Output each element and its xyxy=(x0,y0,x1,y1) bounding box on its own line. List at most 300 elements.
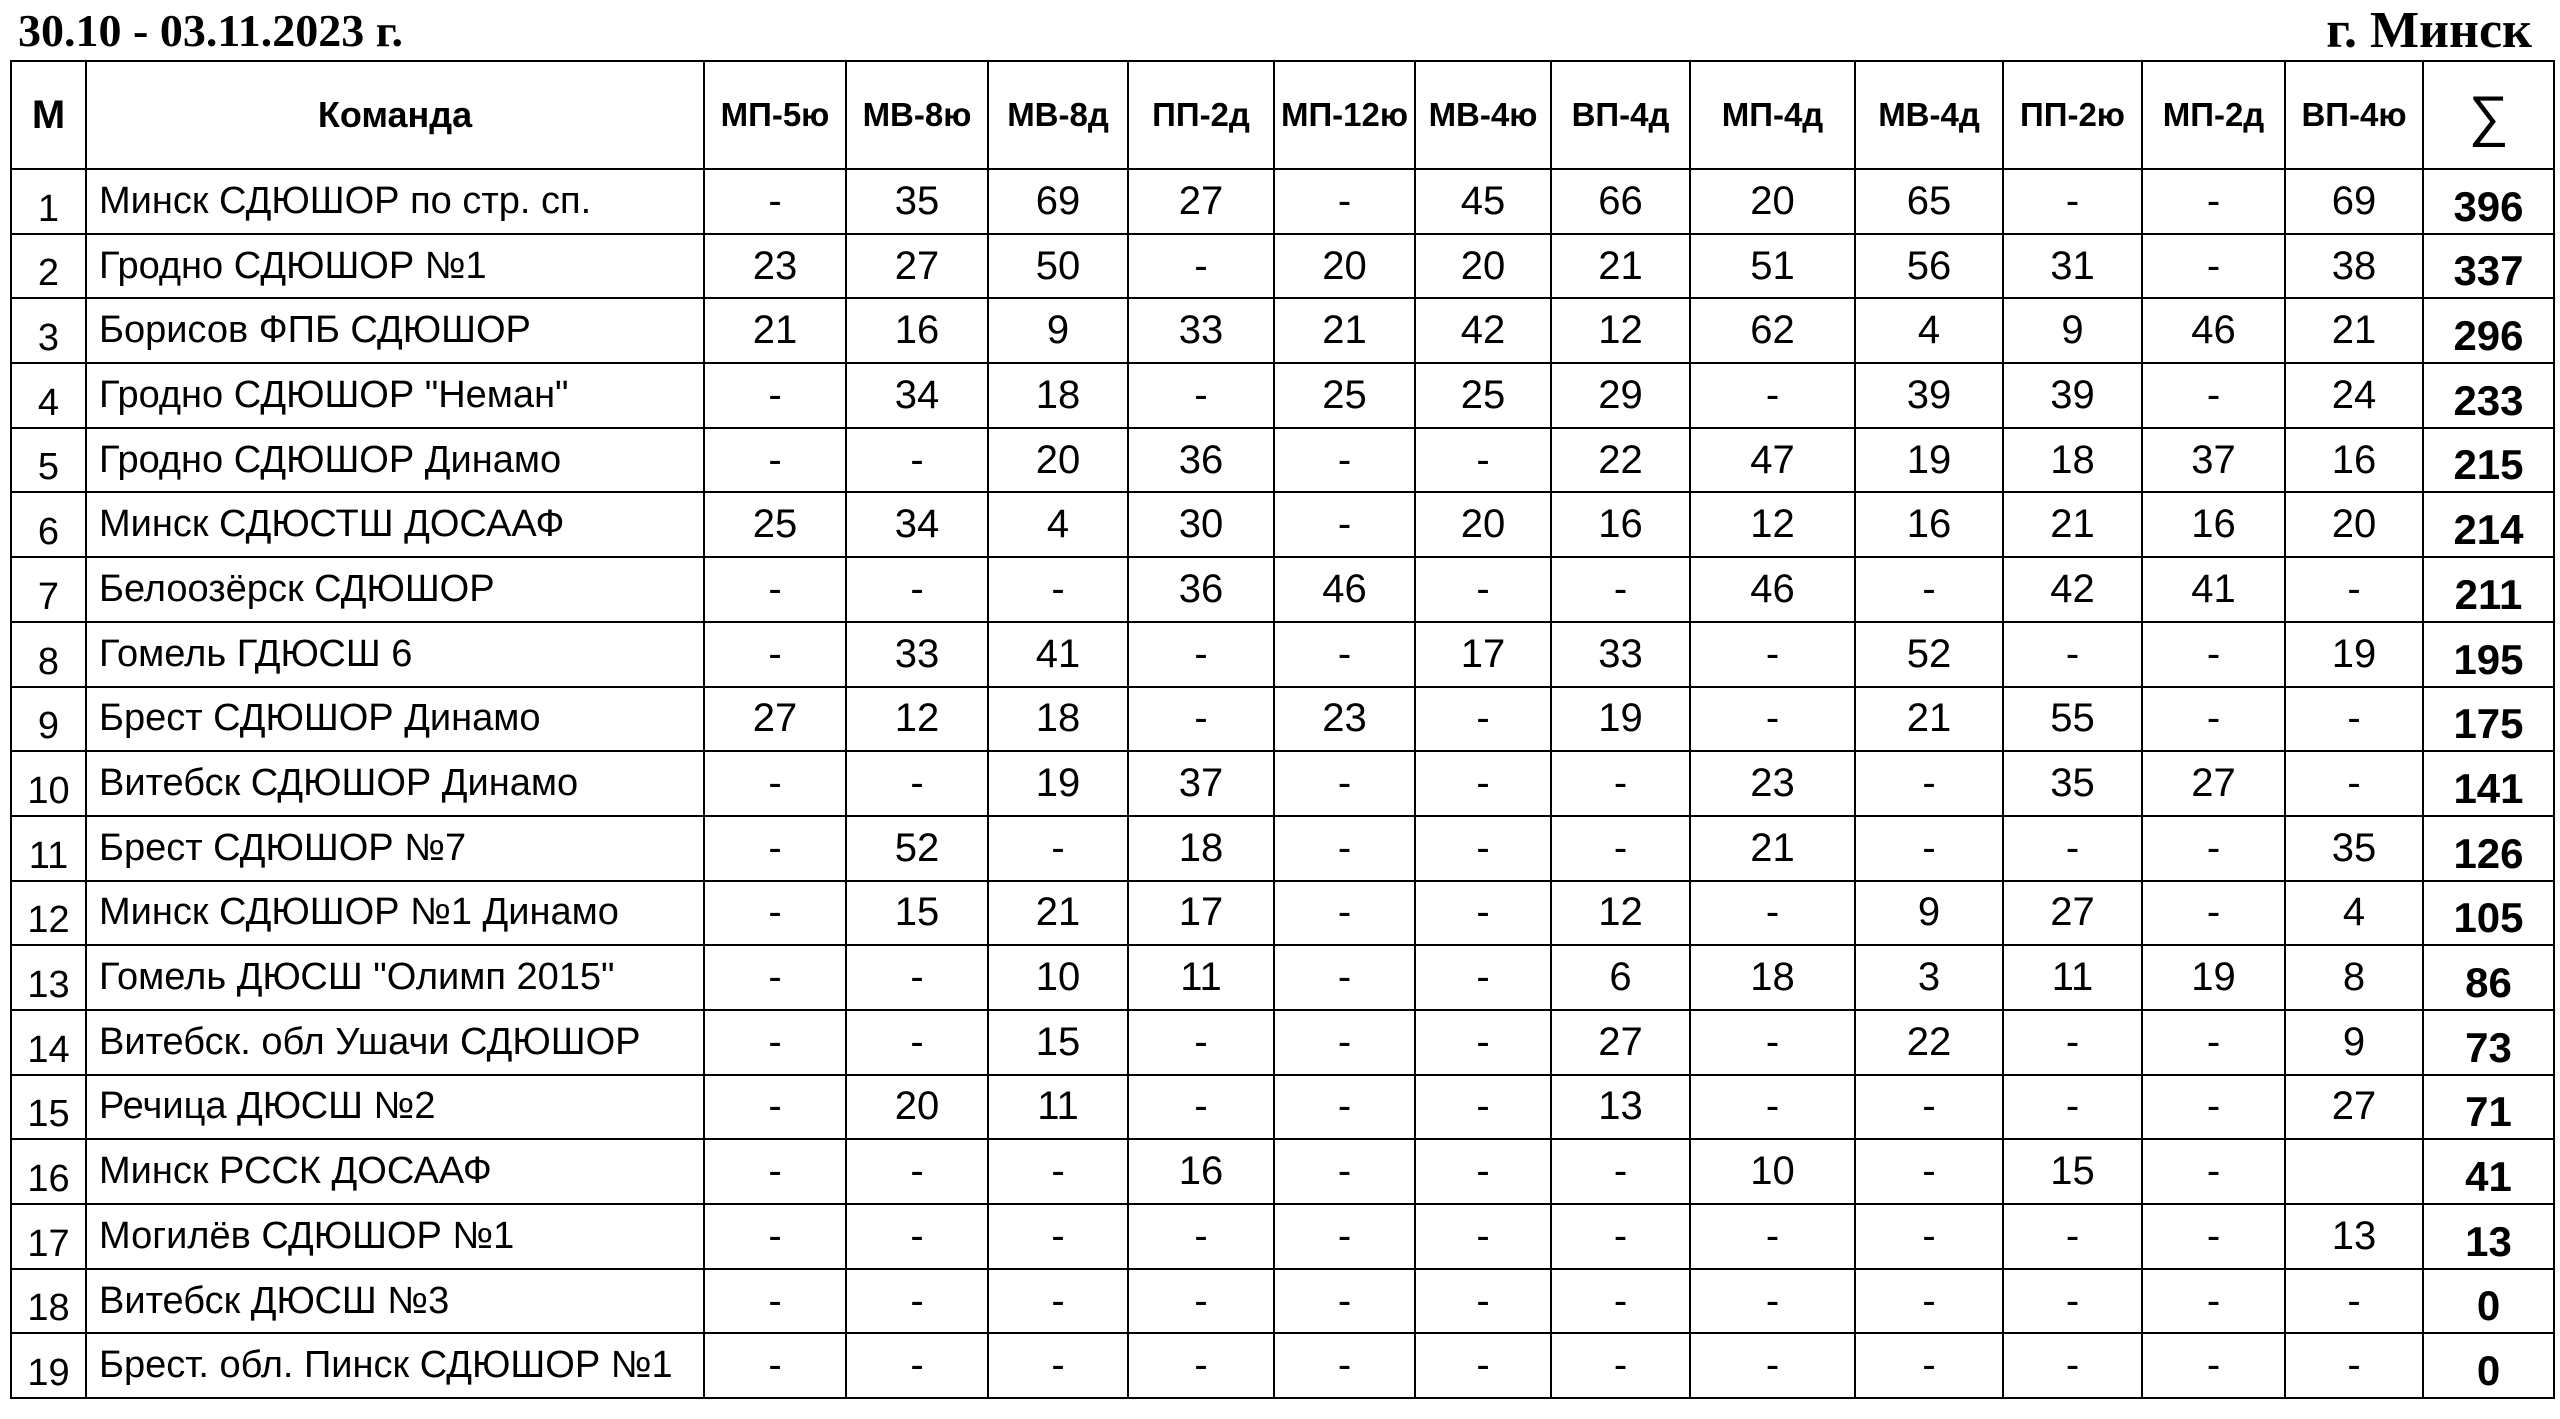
score-cell-mv-4yu: - xyxy=(1415,1010,1551,1075)
score-cell-pp-2d: 27 xyxy=(1128,169,1274,234)
score-cell-mp-4d: 23 xyxy=(1690,751,1855,816)
score-cell-vp-4yu: 38 xyxy=(2285,234,2423,299)
score-cell-mv-4d: - xyxy=(1855,557,2003,622)
score-cell-vp-4yu: 9 xyxy=(2285,1010,2423,1075)
table-row xyxy=(11,234,2554,299)
score-cell-pp-2d: - xyxy=(1128,622,1274,687)
team-name-cell: Речица ДЮСШ №2 xyxy=(86,1075,704,1140)
score-cell-pp-2yu: - xyxy=(2003,1204,2142,1269)
score-cell-pp-2d: 11 xyxy=(1128,945,1274,1010)
score-cell-mp-12yu: - xyxy=(1274,751,1415,816)
score-cell-mv-4yu: - xyxy=(1415,751,1551,816)
score-cell-mp-12yu: - xyxy=(1274,428,1415,493)
score-cell-mp-2d: - xyxy=(2142,234,2285,299)
score-cell-mp-2d: - xyxy=(2142,687,2285,752)
team-name-cell: Гомель ГДЮСШ 6 xyxy=(86,622,704,687)
score-cell-pp-2d: 36 xyxy=(1128,428,1274,493)
score-cell-vp-4d: - xyxy=(1551,751,1690,816)
score-cell-mv-4d: 65 xyxy=(1855,169,2003,234)
team-name-cell: Белоозёрск СДЮШОР xyxy=(86,557,704,622)
score-cell-mv-4d: - xyxy=(1855,1075,2003,1140)
place-cell: 4 xyxy=(11,363,86,428)
score-cell-mv-4d: 9 xyxy=(1855,881,2003,946)
total-points-cell: 86 xyxy=(2423,945,2554,1010)
score-cell-mp-4d: - xyxy=(1690,1269,1855,1334)
score-cell-vp-4yu: 16 xyxy=(2285,428,2423,493)
score-cell-mp-5yu: 21 xyxy=(704,298,846,363)
score-cell-mv-4d: 3 xyxy=(1855,945,2003,1010)
total-points-cell: 195 xyxy=(2423,622,2554,687)
score-cell-mp-5yu: - xyxy=(704,751,846,816)
score-cell-mp-5yu: - xyxy=(704,1075,846,1140)
score-cell-mv-8d: 19 xyxy=(988,751,1128,816)
score-cell-mp-2d: - xyxy=(2142,1075,2285,1140)
column-header-mp-2d: МП-2д xyxy=(2142,61,2285,169)
score-cell-vp-4yu: 24 xyxy=(2285,363,2423,428)
score-cell-mv-8yu: 15 xyxy=(846,881,988,946)
total-points-cell: 175 xyxy=(2423,687,2554,752)
score-cell-mp-5yu: - xyxy=(704,816,846,881)
score-cell-mv-8yu: - xyxy=(846,1010,988,1075)
column-header-mv-4d: МВ-4д xyxy=(1855,61,2003,169)
score-cell-mv-4d: 21 xyxy=(1855,687,2003,752)
score-cell-mv-8yu: - xyxy=(846,1139,988,1204)
score-cell-mp-2d: 37 xyxy=(2142,428,2285,493)
competition-dates: 30.10 - 03.11.2023 г. xyxy=(18,5,403,56)
score-cell-mv-8d: 41 xyxy=(988,622,1128,687)
team-name-cell: Витебск ДЮСШ №3 xyxy=(86,1269,704,1334)
score-cell-mp-5yu: - xyxy=(704,428,846,493)
score-cell-mv-8d: 18 xyxy=(988,687,1128,752)
place-cell: 5 xyxy=(11,428,86,493)
score-cell-mp-5yu: - xyxy=(704,945,846,1010)
score-cell-mp-12yu: 46 xyxy=(1274,557,1415,622)
table-row xyxy=(11,816,2554,881)
score-cell-vp-4yu: - xyxy=(2285,1269,2423,1334)
score-cell-mv-4d: - xyxy=(1855,1204,2003,1269)
score-cell-pp-2d: - xyxy=(1128,687,1274,752)
score-cell-mp-4d: 10 xyxy=(1690,1139,1855,1204)
score-cell-mp-4d: - xyxy=(1690,1010,1855,1075)
score-cell-vp-4yu: - xyxy=(2285,1333,2423,1398)
team-name-cell: Борисов ФПБ СДЮШОР xyxy=(86,298,704,363)
score-cell-mp-4d: - xyxy=(1690,687,1855,752)
total-points-cell: 396 xyxy=(2423,169,2554,234)
score-cell-mp-5yu: - xyxy=(704,1269,846,1334)
table-row xyxy=(11,1333,2554,1398)
score-cell-mp-12yu: - xyxy=(1274,169,1415,234)
column-header-mp-12yu: МП-12ю xyxy=(1274,61,1415,169)
score-cell-vp-4yu: 4 xyxy=(2285,881,2423,946)
score-cell-mp-5yu: - xyxy=(704,557,846,622)
score-cell-mv-8d: 18 xyxy=(988,363,1128,428)
column-header-pp-2d: ПП-2д xyxy=(1128,61,1274,169)
score-cell-mv-4yu: - xyxy=(1415,945,1551,1010)
score-cell-vp-4d: - xyxy=(1551,1333,1690,1398)
table-row xyxy=(11,298,2554,363)
total-points-cell: 13 xyxy=(2423,1204,2554,1269)
score-cell-mp-12yu: 23 xyxy=(1274,687,1415,752)
score-cell-mv-4d: 22 xyxy=(1855,1010,2003,1075)
score-cell-mv-8d: - xyxy=(988,1204,1128,1269)
score-cell-mv-8yu: - xyxy=(846,1333,988,1398)
score-cell-mv-4yu: 25 xyxy=(1415,363,1551,428)
score-cell-mp-12yu: - xyxy=(1274,816,1415,881)
score-cell-pp-2yu: 18 xyxy=(2003,428,2142,493)
total-points-cell: 214 xyxy=(2423,492,2554,557)
score-cell-mp-12yu: 25 xyxy=(1274,363,1415,428)
score-cell-mv-4yu: - xyxy=(1415,881,1551,946)
place-cell: 16 xyxy=(11,1139,86,1204)
score-cell-mp-5yu: - xyxy=(704,1333,846,1398)
score-cell-pp-2yu: 11 xyxy=(2003,945,2142,1010)
team-name-cell: Гродно СДЮШОР Динамо xyxy=(86,428,704,493)
score-cell-pp-2d: 33 xyxy=(1128,298,1274,363)
score-cell-mv-8yu: 33 xyxy=(846,622,988,687)
total-points-cell: 71 xyxy=(2423,1075,2554,1140)
score-cell-mv-8yu: 27 xyxy=(846,234,988,299)
score-cell-pp-2d: - xyxy=(1128,234,1274,299)
score-cell-vp-4d: 27 xyxy=(1551,1010,1690,1075)
score-cell-pp-2d: 16 xyxy=(1128,1139,1274,1204)
score-cell-vp-4d: 12 xyxy=(1551,881,1690,946)
score-cell-mp-5yu: - xyxy=(704,622,846,687)
score-cell-vp-4yu: - xyxy=(2285,751,2423,816)
score-cell-mp-2d: - xyxy=(2142,1139,2285,1204)
place-cell: 17 xyxy=(11,1204,86,1269)
score-cell-mp-4d: 21 xyxy=(1690,816,1855,881)
score-cell-mp-2d: 46 xyxy=(2142,298,2285,363)
team-name-cell: Витебск СДЮШОР Динамо xyxy=(86,751,704,816)
score-cell-vp-4yu: - xyxy=(2285,687,2423,752)
total-points-cell: 337 xyxy=(2423,234,2554,299)
table-row xyxy=(11,169,2554,234)
competition-city: г. Минск xyxy=(2326,2,2532,59)
place-cell: 19 xyxy=(11,1333,86,1398)
score-cell-mp-2d: - xyxy=(2142,1269,2285,1334)
score-cell-mp-4d: 47 xyxy=(1690,428,1855,493)
score-cell-vp-4yu: 69 xyxy=(2285,169,2423,234)
score-cell-pp-2yu: 27 xyxy=(2003,881,2142,946)
place-cell: 9 xyxy=(11,687,86,752)
score-cell-mv-4yu: - xyxy=(1415,1333,1551,1398)
score-cell-vp-4d: 6 xyxy=(1551,945,1690,1010)
score-cell-vp-4yu: 27 xyxy=(2285,1075,2423,1140)
score-cell-mp-4d: 46 xyxy=(1690,557,1855,622)
total-points-cell: 73 xyxy=(2423,1010,2554,1075)
team-name-cell: Могилёв СДЮШОР №1 xyxy=(86,1204,704,1269)
column-header-mp-5yu: МП-5ю xyxy=(704,61,846,169)
score-cell-mp-2d: - xyxy=(2142,816,2285,881)
score-cell-mv-4d: 19 xyxy=(1855,428,2003,493)
table-row xyxy=(11,945,2554,1010)
score-cell-mv-8yu: 35 xyxy=(846,169,988,234)
score-cell-mv-4d: - xyxy=(1855,1139,2003,1204)
score-cell-pp-2yu: 21 xyxy=(2003,492,2142,557)
score-cell-vp-4yu: 21 xyxy=(2285,298,2423,363)
place-cell: 8 xyxy=(11,622,86,687)
score-cell-mv-8d: 11 xyxy=(988,1075,1128,1140)
score-cell-pp-2d: 36 xyxy=(1128,557,1274,622)
score-cell-pp-2d: 37 xyxy=(1128,751,1274,816)
table-row xyxy=(11,1204,2554,1269)
score-cell-mv-4yu: - xyxy=(1415,1269,1551,1334)
score-cell-mp-2d: - xyxy=(2142,622,2285,687)
total-points-cell: 41 xyxy=(2423,1139,2554,1204)
score-cell-vp-4yu: 19 xyxy=(2285,622,2423,687)
score-cell-mp-12yu: 20 xyxy=(1274,234,1415,299)
table-row xyxy=(11,363,2554,428)
place-cell: 10 xyxy=(11,751,86,816)
score-cell-mp-12yu: - xyxy=(1274,1139,1415,1204)
score-cell-vp-4d: 12 xyxy=(1551,298,1690,363)
score-cell-mp-4d: - xyxy=(1690,1204,1855,1269)
place-cell: 6 xyxy=(11,492,86,557)
score-cell-pp-2yu: - xyxy=(2003,169,2142,234)
score-cell-pp-2yu: - xyxy=(2003,622,2142,687)
score-cell-mv-8d: 9 xyxy=(988,298,1128,363)
score-cell-mp-2d: 16 xyxy=(2142,492,2285,557)
total-points-cell: 233 xyxy=(2423,363,2554,428)
score-cell-mv-4yu: 20 xyxy=(1415,492,1551,557)
score-cell-mv-8d: 4 xyxy=(988,492,1128,557)
score-cell-vp-4d: - xyxy=(1551,1204,1690,1269)
total-points-cell: 0 xyxy=(2423,1269,2554,1334)
score-cell-mv-4yu: 20 xyxy=(1415,234,1551,299)
team-name-cell: Витебск. обл Ушачи СДЮШОР xyxy=(86,1010,704,1075)
score-cell-mp-2d: - xyxy=(2142,1010,2285,1075)
table-row xyxy=(11,687,2554,752)
score-cell-vp-4yu: 35 xyxy=(2285,816,2423,881)
score-cell-mv-4yu: - xyxy=(1415,1075,1551,1140)
score-cell-mp-12yu: - xyxy=(1274,881,1415,946)
score-cell-mp-5yu: 25 xyxy=(704,492,846,557)
score-cell-pp-2yu: - xyxy=(2003,1333,2142,1398)
score-cell-pp-2d: 18 xyxy=(1128,816,1274,881)
place-cell: 14 xyxy=(11,1010,86,1075)
score-cell-vp-4d: - xyxy=(1551,1269,1690,1334)
table-row xyxy=(11,1075,2554,1140)
score-cell-mp-4d: - xyxy=(1690,1075,1855,1140)
score-cell-pp-2yu: 35 xyxy=(2003,751,2142,816)
score-cell-mv-8d: - xyxy=(988,1269,1128,1334)
score-cell-mv-4yu: - xyxy=(1415,557,1551,622)
score-cell-vp-4d: 13 xyxy=(1551,1075,1690,1140)
score-cell-mv-4yu: 45 xyxy=(1415,169,1551,234)
score-cell-pp-2yu: 39 xyxy=(2003,363,2142,428)
score-cell-mp-2d: 19 xyxy=(2142,945,2285,1010)
score-cell-mp-2d: - xyxy=(2142,1204,2285,1269)
score-cell-mv-8d: 10 xyxy=(988,945,1128,1010)
score-cell-mp-2d: 41 xyxy=(2142,557,2285,622)
score-cell-mv-8d: 69 xyxy=(988,169,1128,234)
score-cell-mp-5yu: 27 xyxy=(704,687,846,752)
score-cell-mv-8d: - xyxy=(988,816,1128,881)
score-cell-mv-8yu: 12 xyxy=(846,687,988,752)
score-cell-mp-5yu: - xyxy=(704,363,846,428)
score-cell-mp-2d: 27 xyxy=(2142,751,2285,816)
score-cell-mv-8yu: - xyxy=(846,751,988,816)
score-cell-mv-8yu: - xyxy=(846,428,988,493)
column-header-place: М xyxy=(11,61,86,169)
score-cell-mv-4d: 39 xyxy=(1855,363,2003,428)
place-cell: 13 xyxy=(11,945,86,1010)
table-row xyxy=(11,881,2554,946)
score-cell-vp-4d: - xyxy=(1551,1139,1690,1204)
table-row xyxy=(11,1139,2554,1204)
score-cell-mp-4d: - xyxy=(1690,1333,1855,1398)
column-header-mv-8yu: МВ-8ю xyxy=(846,61,988,169)
score-cell-mp-12yu: - xyxy=(1274,1269,1415,1334)
column-header-mp-4d: МП-4д xyxy=(1690,61,1855,169)
score-cell-pp-2yu: 9 xyxy=(2003,298,2142,363)
results-table-header xyxy=(11,61,2554,169)
column-header-vp-4d: ВП-4д xyxy=(1551,61,1690,169)
table-row xyxy=(11,622,2554,687)
score-cell-mv-4yu: - xyxy=(1415,687,1551,752)
score-cell-mp-4d: - xyxy=(1690,881,1855,946)
table-row xyxy=(11,1010,2554,1075)
place-cell: 15 xyxy=(11,1075,86,1140)
score-cell-mv-8yu: 52 xyxy=(846,816,988,881)
total-points-cell: 141 xyxy=(2423,751,2554,816)
team-name-cell: Минск РССК ДОСААФ xyxy=(86,1139,704,1204)
score-cell-pp-2d: 17 xyxy=(1128,881,1274,946)
place-cell: 7 xyxy=(11,557,86,622)
table-row xyxy=(11,492,2554,557)
score-cell-mv-8yu: 20 xyxy=(846,1075,988,1140)
score-cell-mv-4yu: 42 xyxy=(1415,298,1551,363)
column-header-vp-4yu: ВП-4ю xyxy=(2285,61,2423,169)
score-cell-mv-4yu: - xyxy=(1415,1139,1551,1204)
table-row xyxy=(11,557,2554,622)
score-cell-mp-4d: - xyxy=(1690,363,1855,428)
score-cell-mp-12yu: - xyxy=(1274,945,1415,1010)
score-cell-mv-8yu: - xyxy=(846,1269,988,1334)
score-cell-pp-2d: - xyxy=(1128,1010,1274,1075)
team-name-cell: Минск СДЮШОР №1 Динамо xyxy=(86,881,704,946)
score-cell-mv-8d: 50 xyxy=(988,234,1128,299)
total-points-cell: 105 xyxy=(2423,881,2554,946)
score-cell-vp-4d: 66 xyxy=(1551,169,1690,234)
score-cell-mv-8d: - xyxy=(988,1139,1128,1204)
score-cell-mv-8yu: - xyxy=(846,557,988,622)
total-points-cell: 126 xyxy=(2423,816,2554,881)
score-cell-mp-2d: - xyxy=(2142,881,2285,946)
team-name-cell: Гомель ДЮСШ "Олимп 2015" xyxy=(86,945,704,1010)
score-cell-mp-12yu: - xyxy=(1274,492,1415,557)
team-name-cell: Минск СДЮСТШ ДОСААФ xyxy=(86,492,704,557)
column-header-mv-8d: МВ-8д xyxy=(988,61,1128,169)
score-cell-mp-12yu: - xyxy=(1274,1333,1415,1398)
score-cell-pp-2d: - xyxy=(1128,1333,1274,1398)
score-cell-mv-4d: - xyxy=(1855,1269,2003,1334)
score-cell-vp-4d: 29 xyxy=(1551,363,1690,428)
score-cell-pp-2d: - xyxy=(1128,1204,1274,1269)
score-cell-pp-2yu: 31 xyxy=(2003,234,2142,299)
score-cell-mv-4yu: - xyxy=(1415,816,1551,881)
place-cell: 2 xyxy=(11,234,86,299)
score-cell-mv-8d: - xyxy=(988,1333,1128,1398)
table-row xyxy=(11,428,2554,493)
score-cell-pp-2yu: 42 xyxy=(2003,557,2142,622)
score-cell-mv-8yu: 16 xyxy=(846,298,988,363)
score-cell-mp-5yu: - xyxy=(704,1010,846,1075)
score-cell-mp-4d: 51 xyxy=(1690,234,1855,299)
score-cell-vp-4yu xyxy=(2285,1139,2423,1204)
score-cell-vp-4d: - xyxy=(1551,557,1690,622)
score-cell-mp-4d: 18 xyxy=(1690,945,1855,1010)
score-cell-vp-4yu: 13 xyxy=(2285,1204,2423,1269)
score-cell-mp-12yu: - xyxy=(1274,622,1415,687)
score-cell-mv-8yu: - xyxy=(846,1204,988,1269)
results-table-body xyxy=(11,169,2554,1398)
score-cell-vp-4d: 19 xyxy=(1551,687,1690,752)
score-cell-vp-4yu: 8 xyxy=(2285,945,2423,1010)
score-cell-mv-4d: - xyxy=(1855,751,2003,816)
score-cell-mv-4d: 52 xyxy=(1855,622,2003,687)
score-cell-mv-8d: 21 xyxy=(988,881,1128,946)
score-cell-mv-4d: 4 xyxy=(1855,298,2003,363)
score-cell-vp-4d: 21 xyxy=(1551,234,1690,299)
score-cell-mp-4d: 20 xyxy=(1690,169,1855,234)
column-header-mv-4yu: МВ-4ю xyxy=(1415,61,1551,169)
score-cell-mv-8d: 15 xyxy=(988,1010,1128,1075)
place-cell: 12 xyxy=(11,881,86,946)
score-cell-vp-4yu: 20 xyxy=(2285,492,2423,557)
score-cell-mp-4d: - xyxy=(1690,622,1855,687)
score-cell-pp-2yu: - xyxy=(2003,816,2142,881)
score-cell-mv-8yu: 34 xyxy=(846,363,988,428)
score-cell-pp-2d: - xyxy=(1128,363,1274,428)
score-cell-vp-4d: - xyxy=(1551,816,1690,881)
total-points-cell: 0 xyxy=(2423,1333,2554,1398)
column-header-pp-2yu: ПП-2ю xyxy=(2003,61,2142,169)
score-cell-mp-2d: - xyxy=(2142,363,2285,428)
score-cell-mv-8d: 20 xyxy=(988,428,1128,493)
results-table xyxy=(10,60,2555,1399)
score-cell-vp-4d: 22 xyxy=(1551,428,1690,493)
team-name-cell: Минск СДЮШОР по стр. сп. xyxy=(86,169,704,234)
team-name-cell: Брест СДЮШОР Динамо xyxy=(86,687,704,752)
score-cell-mp-5yu: - xyxy=(704,169,846,234)
score-cell-mv-4d: 56 xyxy=(1855,234,2003,299)
score-cell-mp-12yu: - xyxy=(1274,1075,1415,1140)
score-cell-pp-2yu: - xyxy=(2003,1010,2142,1075)
score-cell-mp-4d: 12 xyxy=(1690,492,1855,557)
score-cell-vp-4yu: - xyxy=(2285,557,2423,622)
team-name-cell: Гродно СДЮШОР "Неман" xyxy=(86,363,704,428)
score-cell-mv-8d: - xyxy=(988,557,1128,622)
table-row xyxy=(11,1269,2554,1334)
score-cell-mp-12yu: 21 xyxy=(1274,298,1415,363)
score-cell-vp-4d: 33 xyxy=(1551,622,1690,687)
score-cell-mp-5yu: - xyxy=(704,881,846,946)
place-cell: 3 xyxy=(11,298,86,363)
score-cell-mp-12yu: - xyxy=(1274,1010,1415,1075)
total-points-cell: 215 xyxy=(2423,428,2554,493)
score-cell-mp-4d: 62 xyxy=(1690,298,1855,363)
score-cell-mv-4yu: - xyxy=(1415,1204,1551,1269)
total-points-cell: 296 xyxy=(2423,298,2554,363)
team-name-cell: Гродно СДЮШОР №1 xyxy=(86,234,704,299)
score-cell-mp-5yu: - xyxy=(704,1204,846,1269)
score-cell-pp-2yu: 15 xyxy=(2003,1139,2142,1204)
score-cell-pp-2yu: - xyxy=(2003,1075,2142,1140)
score-cell-mv-4d: 16 xyxy=(1855,492,2003,557)
score-cell-pp-2d: - xyxy=(1128,1075,1274,1140)
score-cell-mp-5yu: 23 xyxy=(704,234,846,299)
